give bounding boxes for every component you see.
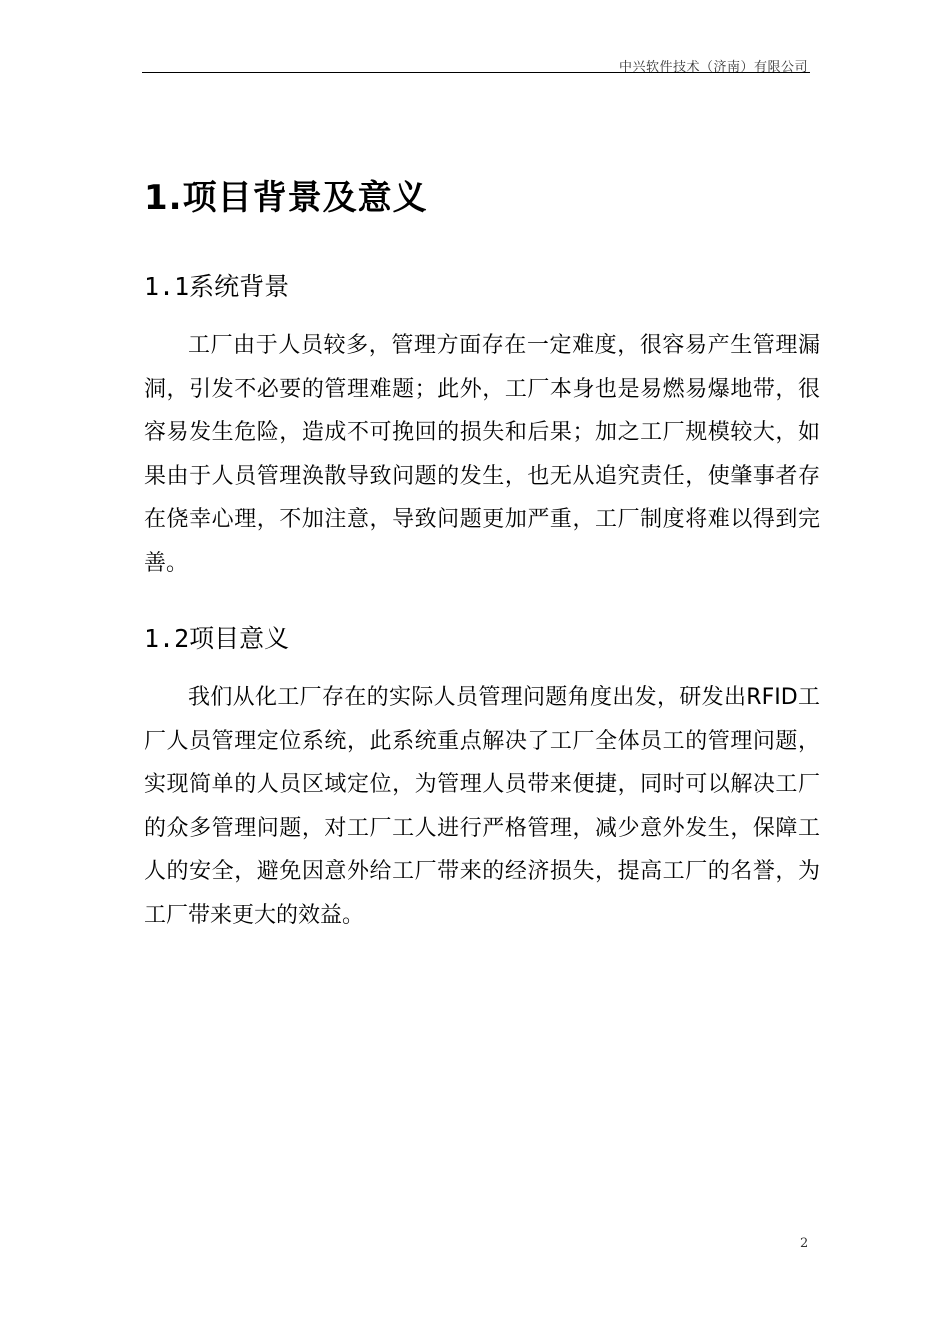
section-paragraph-significance: 我们从化工厂存在的实际人员管理问题角度出发，研发出RFID工厂人员管理定位系统，此系统重点解决了工厂全体员工的管理问题，实现简单的人员区域定位，为管理人员带来便捷，同时可以解决工厂的众多管理问题，对工厂工人进行严格管理，减少意外发生，保障工人的安全，避免因意外给工厂带来的经济损失，提高工厂的名誉，为工厂带来更大的效益。: [144, 685, 820, 928]
section-heading-significance: [144, 619, 289, 655]
section-title-text: 系统背景: [189, 272, 290, 301]
header-divider: [142, 72, 810, 73]
section-paragraph-background: 工厂由于人员较多，管理方面存在一定难度，很容易产生管理漏洞，引发不必要的管理难题；此外，工厂本身也是易燃易爆地带，很容易发生危险，造成不可挽回的损失和后果；加之工厂规模较大，如果由于人员管理涣散导致问题的发生，也无从追究责任，使肇事者存在侥幸心理，不加注意，导致问题更加严重，工厂制度将难以得到完善。: [144, 333, 820, 576]
chapter-title: 1.项目背景及意义: [144, 178, 428, 218]
section-title-text: 项目意义: [189, 624, 290, 653]
section-number: 1.1: [144, 272, 190, 301]
section-heading-background: [144, 267, 289, 303]
section-number: 1.2: [144, 624, 190, 653]
page-number: 2: [800, 1236, 809, 1251]
header-company-name: 中兴软件技术（济南）有限公司: [618, 60, 808, 75]
